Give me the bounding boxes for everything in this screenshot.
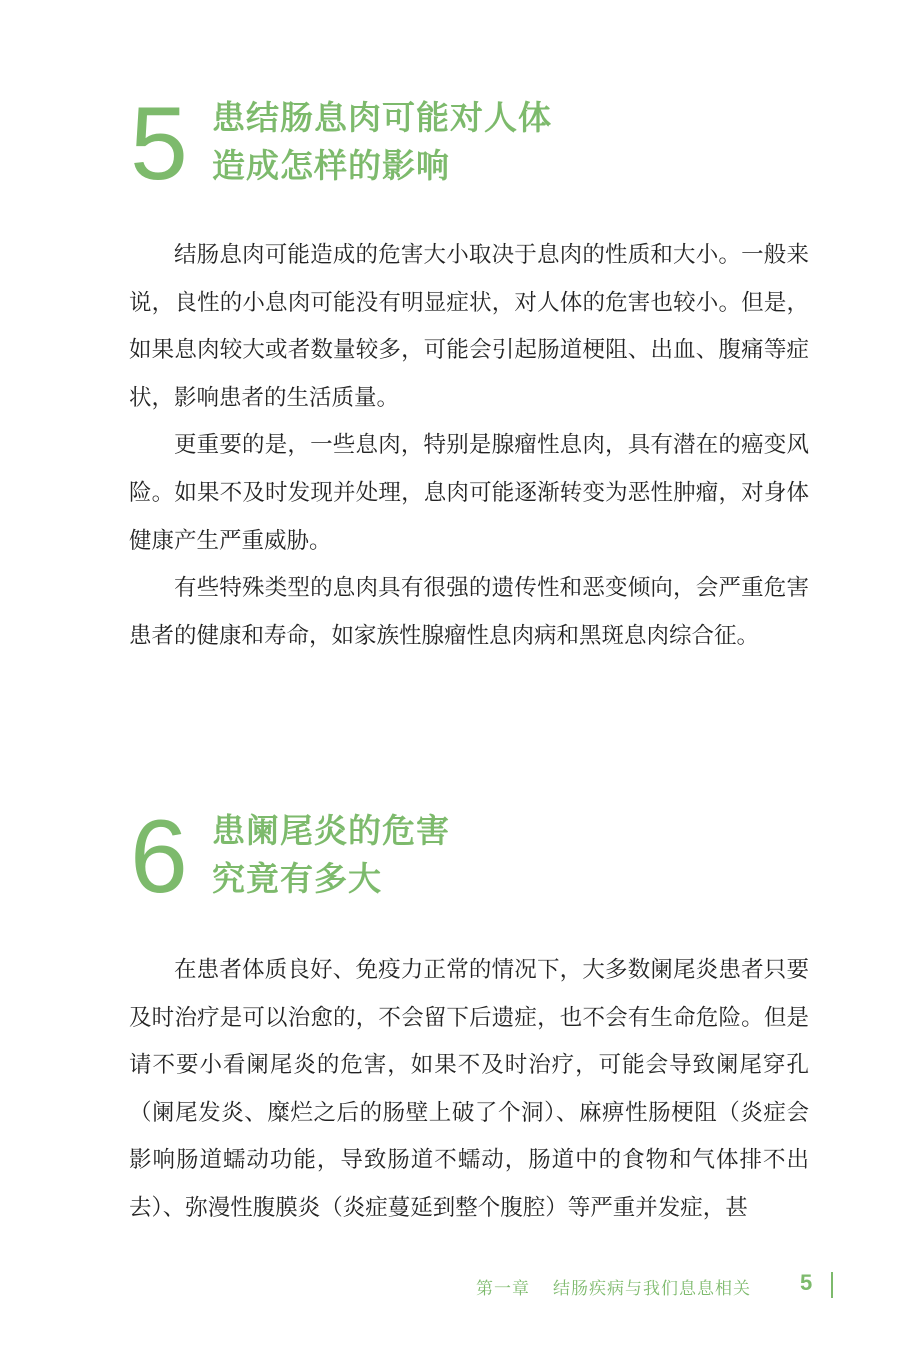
footer-divider (831, 1272, 833, 1298)
section-body (129, 947, 809, 1233)
section-number: 6 (130, 799, 188, 915)
paragraph: 结肠息肉可能造成的危害大小取决于息肉的性质和大小。一般来说，良性的小息肉可能没有明显症状，对人体的危害也较小。但是，如果息肉较大或者数量较多，可能会引起肠道梗阻、出血、腹痛等症状，影响患者的生活质量。 (129, 242, 809, 411)
footer-chapter-label: 第一章 (476, 1279, 530, 1299)
section-number: 5 (130, 86, 188, 202)
footer-chapter-title: 结肠疾病与我们息息相关 (553, 1279, 751, 1299)
section-body (129, 232, 809, 660)
paragraph: 更重要的是，一些息肉，特别是腺瘤性息肉，具有潜在的癌变风险。如果不及时发现并处理，息肉可能逐渐转变为恶性肿瘤，对身体健康产生严重威胁。 (129, 432, 809, 554)
section-title-line: 造成怎样的影响 (212, 146, 450, 185)
page-footer (0, 1270, 900, 1300)
page-number: 5 (800, 1270, 813, 1295)
section-title (212, 94, 552, 190)
paragraph: 在患者体质良好、免疫力正常的情况下，大多数阑尾炎患者只要及时治疗是可以治愈的，不会留下后遗症，也不会有生命危险。但是请不要小看阑尾炎的危害，如果不及时治疗，可能会导致阑尾穿孔（阑尾发炎、糜烂之后的肠壁上破了个洞）、麻痹性肠梗阻（炎症会影响肠道蠕动功能，导致肠道不蠕动，肠道中的食物和气体排不出去）、弥漫性腹膜炎（炎症蔓延到整个腹腔）等严重并发症，甚 (129, 957, 809, 1221)
section-title-line: 究竟有多大 (212, 859, 382, 898)
section-title-line: 患结肠息肉可能对人体 (212, 98, 552, 137)
paragraph: 有些特殊类型的息肉具有很强的遗传性和恶变倾向，会严重危害患者的健康和寿命，如家族性腺瘤性息肉病和黑斑息肉综合征。 (129, 575, 809, 649)
section-title (212, 807, 450, 903)
section-title-line: 患阑尾炎的危害 (212, 811, 450, 850)
